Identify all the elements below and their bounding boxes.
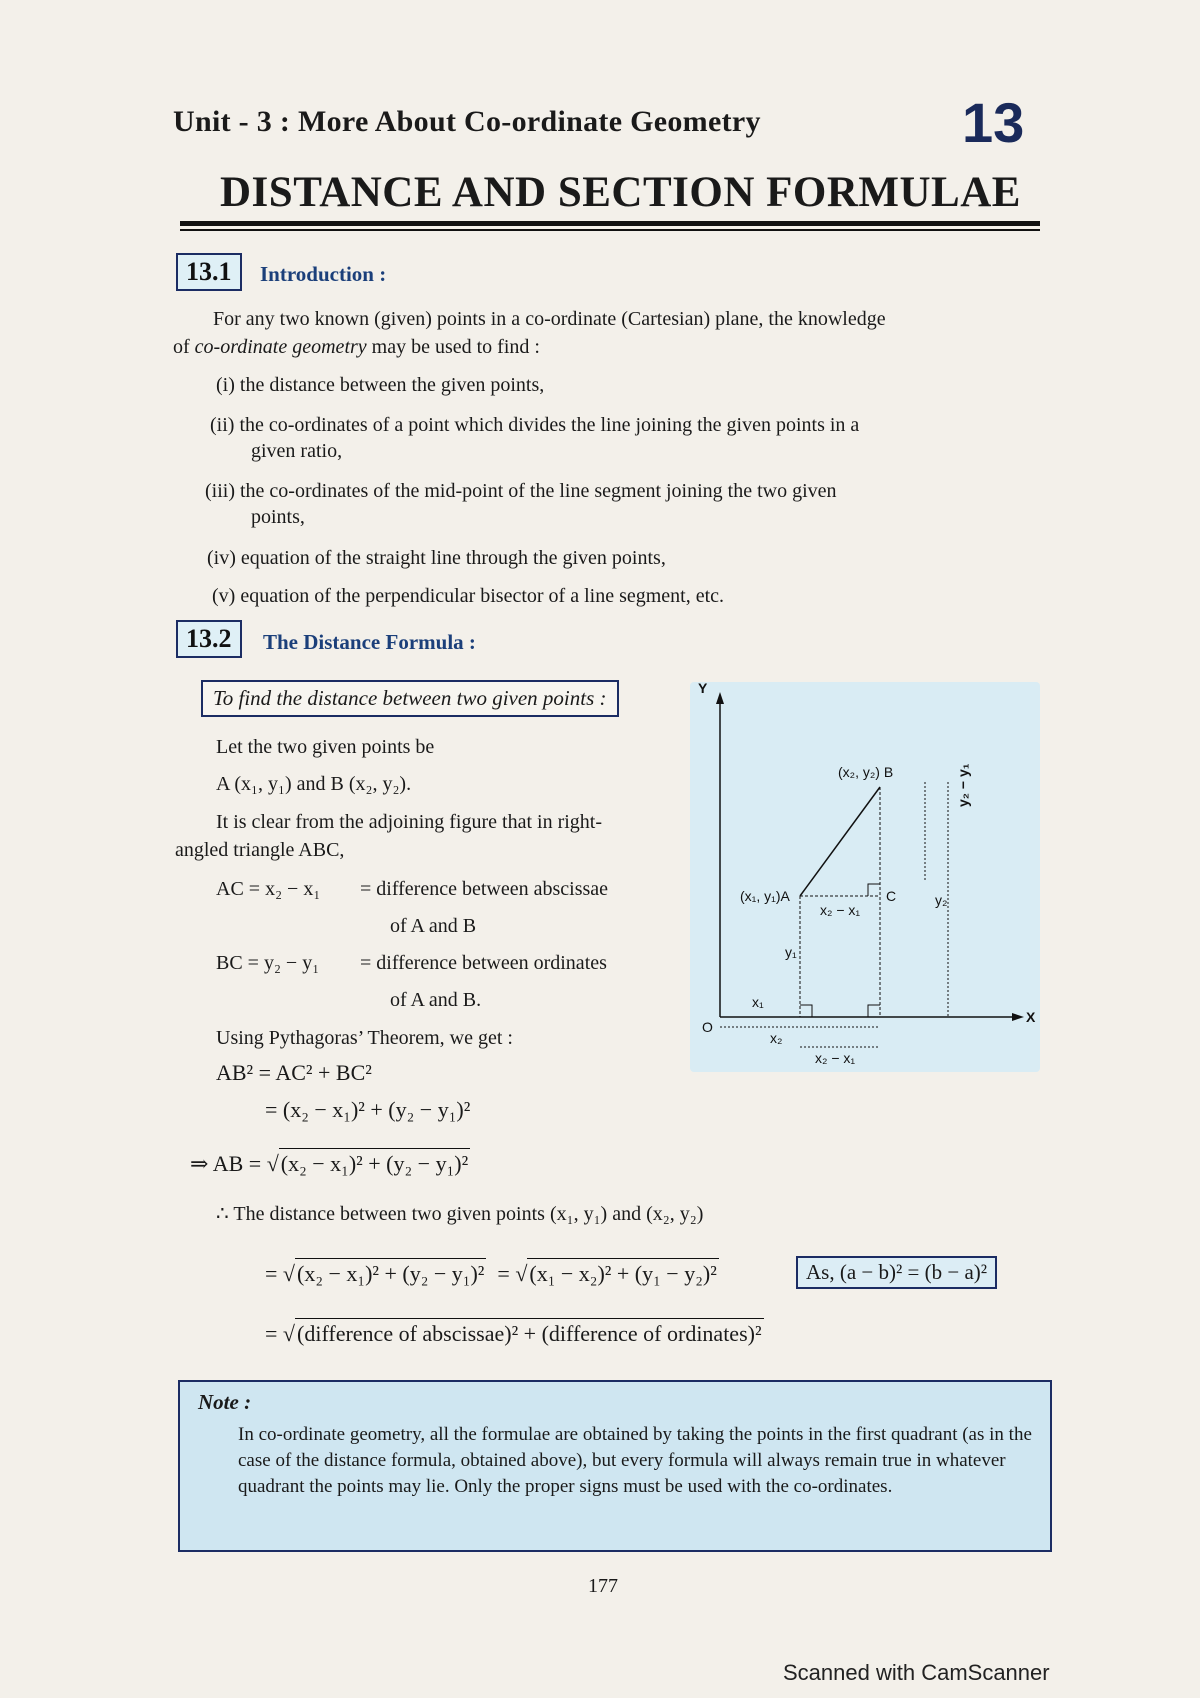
note-title: Note :: [198, 1390, 252, 1414]
list-item-label: (ii): [210, 414, 235, 436]
distance-root-1: (x₂ − x₁)² + (y₂ − y₁)²: [295, 1258, 486, 1289]
pythagoras-line: Using Pythagoras’ Theorem, we get :: [216, 1027, 513, 1049]
list-item: [205, 478, 837, 505]
clear-line-2: angled triangle ABC,: [175, 839, 345, 861]
bottom-diff-label: x₂ − x₁: [815, 1050, 856, 1066]
list-item-continuation: points,: [251, 506, 305, 528]
sqrt-sign: √: [266, 1151, 279, 1176]
distance-root-2: (x₁ − x₂)² + (y₁ − y₂)²: [527, 1258, 718, 1289]
list-item: [207, 545, 666, 572]
right-angle-a-foot: [800, 1005, 812, 1017]
origin-label: O: [702, 1019, 713, 1035]
therefore-line: ∴ The distance between two given points (x₁, y₁) and (x₂, y₂): [216, 1203, 704, 1225]
bc-description-2: of A and B.: [390, 989, 482, 1011]
equals-sign: =: [491, 1261, 510, 1286]
list-item-label: (iii): [205, 480, 235, 502]
sqrt-sign: √: [282, 1261, 295, 1286]
list-item: [216, 372, 544, 399]
y1-label: y₁: [785, 944, 797, 960]
note-box: [178, 1380, 1052, 1552]
title-rule-thick: [180, 221, 1040, 226]
scanner-watermark: Scanned with CamScanner: [783, 1660, 1050, 1685]
y-axis-label: Y: [698, 680, 708, 696]
x2-label: x₂: [770, 1030, 783, 1046]
intro-line-2-suffix: may be used to find :: [366, 336, 540, 358]
equals-sign: =: [265, 1261, 278, 1286]
list-item-text: equation of the straight line through the given points,: [240, 547, 666, 569]
ac-description-1: = difference between abscissae: [360, 878, 609, 900]
intro-line-2-prefix: of: [173, 336, 195, 358]
chapter-title: DISTANCE AND SECTION FORMULAE: [220, 169, 1021, 216]
points-line: A (x₁, y₁) and B (x₂, y₂).: [216, 773, 412, 795]
ac-dim-label: x₂ − x₁: [820, 902, 861, 918]
list-item: [212, 583, 724, 610]
note-body: In co-ordinate geometry, all the formulae are obtained by taking the points in the first quadrant (as in the case of the distance formula, obtained above), but every formula will always remain true in whatever quadrant the points may lie. Only the proper signs must be used with the co-ordinates.: [238, 1424, 1032, 1497]
equation-expanded: = (x₂ − x₁)² + (y₂ − y₁)²: [265, 1097, 471, 1122]
intro-line-1: For any two known (given) points in a co-ordinate (Cartesian) plane, the knowledge: [213, 308, 886, 330]
identity-box: As, (a − b)² = (b − a)²: [796, 1256, 997, 1289]
hypotenuse-ab: [800, 787, 880, 896]
list-item-label: (i): [216, 374, 235, 396]
list-item-continuation: given ratio,: [251, 440, 343, 462]
unit-title: Unit - 3 : More About Co-ordinate Geometry: [173, 105, 761, 138]
point-a-label: (x₁, y₁)A: [740, 888, 790, 904]
distance-words-root: (difference of abscissae)² + (difference of ordinates)²: [295, 1318, 764, 1349]
ac-description-2: of A and B: [390, 915, 477, 937]
point-c-label: C: [886, 888, 897, 904]
list-item-text: the distance between the given points,: [239, 374, 545, 396]
page-number: 177: [588, 1575, 618, 1597]
sqrt-sign: √: [282, 1321, 295, 1346]
right-angle-b-foot: [868, 1005, 880, 1017]
list-item-text: the co-ordinates of the mid-point of the line segment joining the two given: [240, 480, 837, 502]
equation-ab-prefix: ⇒ AB =: [190, 1151, 262, 1176]
section-number-13-1: 13.1: [176, 253, 242, 291]
intro-line-2: [173, 333, 540, 361]
section-title-introduction: Introduction :: [260, 262, 387, 286]
figure-diagram: [690, 682, 1040, 1072]
sqrt-sign: √: [515, 1261, 528, 1286]
chapter-number: 13: [962, 91, 1025, 154]
let-line: Let the two given points be: [216, 736, 435, 758]
equals-sign: =: [265, 1321, 278, 1346]
right-angle-c: [868, 884, 880, 896]
list-item-text: equation of the perpendicular bisector of a line segment, etc.: [240, 585, 725, 607]
y-axis-arrow: [716, 692, 724, 704]
equation-ab: [190, 1148, 470, 1179]
y2-label: y₂: [935, 892, 948, 908]
x-axis-arrow: [1012, 1013, 1024, 1021]
ac-equation: AC = x₂ − x₁: [216, 878, 321, 900]
clear-line-1: It is clear from the adjoining figure that in right-: [216, 811, 602, 833]
section-number-13-2: 13.2: [176, 620, 242, 658]
list-item-text: the co-ordinates of a point which divides the line joining the given points in a: [239, 414, 860, 436]
list-item: [210, 412, 859, 439]
section-title-distance-formula: The Distance Formula :: [263, 630, 476, 654]
list-item-label: (iv): [207, 547, 236, 569]
boxed-subheading: To find the distance between two given points :: [201, 680, 619, 717]
x1-label: x₁: [752, 994, 764, 1010]
side-diff-label: y₂ − y₁: [955, 763, 971, 807]
x-axis-label: X: [1026, 1009, 1036, 1025]
distance-figure: [690, 682, 1040, 1072]
bc-equation: BC = y₂ − y₁: [216, 952, 320, 974]
intro-line-2-italic: co-ordinate geometry: [194, 336, 367, 358]
equation-ab-root: (x₂ − x₁)² + (y₂ − y₁)²: [279, 1148, 470, 1179]
list-item-label: (v): [212, 585, 236, 607]
point-b-label: (x₂, y₂) B: [838, 764, 894, 780]
equation-ab-squared: AB² = AC² + BC²: [216, 1060, 372, 1085]
bc-description-1: = difference between ordinates: [360, 952, 607, 974]
distance-formula-words: [265, 1318, 764, 1349]
title-rule-thin: [180, 229, 1040, 231]
distance-formula: [265, 1258, 719, 1289]
